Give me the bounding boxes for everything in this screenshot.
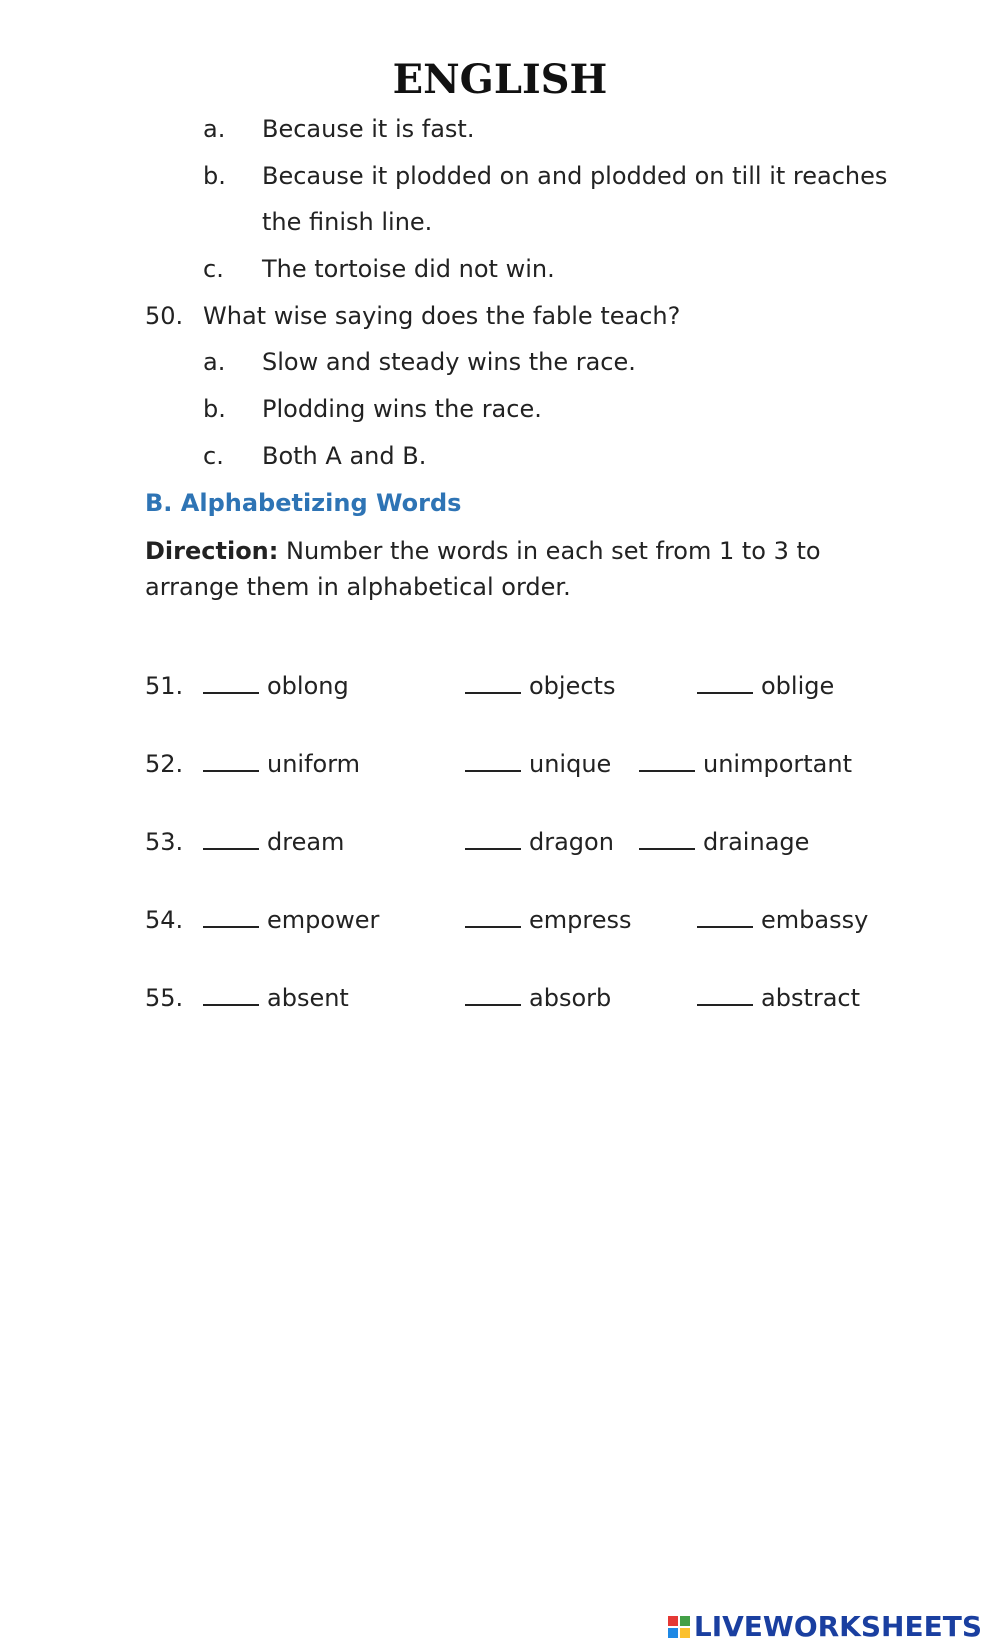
- page-title: ENGLISH: [392, 56, 608, 103]
- word: oblong: [267, 672, 349, 700]
- option-letter: c.: [203, 442, 224, 470]
- word: drainage: [703, 828, 810, 856]
- word: abstract: [761, 984, 861, 1012]
- direction-text-continued: arrange them in alphabetical order.: [145, 573, 571, 601]
- answer-blank[interactable]: [203, 828, 259, 850]
- word: objects: [529, 672, 616, 700]
- answer-blank[interactable]: [465, 750, 521, 772]
- option-letter: a.: [203, 348, 226, 376]
- section-heading: B. Alphabetizing Words: [145, 489, 462, 517]
- word: dream: [267, 828, 345, 856]
- word: absent: [267, 984, 349, 1012]
- word-entry: [465, 671, 615, 701]
- direction-label: Direction:: [145, 537, 279, 565]
- logo-mark-icon: [668, 1616, 690, 1638]
- word: dragon: [529, 828, 614, 856]
- option-text: Slow and steady wins the race.: [262, 348, 636, 376]
- word: absorb: [529, 984, 612, 1012]
- item-number: 51.: [145, 672, 184, 700]
- answer-blank[interactable]: [203, 672, 259, 694]
- word: oblige: [761, 672, 835, 700]
- option-text-continued: the finish line.: [262, 208, 433, 236]
- word-entry: [203, 671, 349, 701]
- option-text: Because it plodded on and plodded on till it reaches: [262, 162, 888, 190]
- option-letter: a.: [203, 115, 226, 143]
- word: empress: [529, 906, 632, 934]
- word: empower: [267, 906, 380, 934]
- word-entry: [203, 983, 349, 1013]
- answer-blank[interactable]: [697, 672, 753, 694]
- option-letter: c.: [203, 255, 224, 283]
- word-entry: [639, 749, 852, 779]
- word-entry: [203, 749, 360, 779]
- direction: [145, 536, 821, 566]
- option-text: Because it is fast.: [262, 115, 475, 143]
- word-entry: [465, 905, 632, 935]
- option-text: Plodding wins the race.: [262, 395, 542, 423]
- answer-blank[interactable]: [465, 906, 521, 928]
- word-entry: [697, 671, 834, 701]
- word-entry: [465, 749, 611, 779]
- question-text: What wise saying does the fable teach?: [203, 302, 681, 330]
- answer-blank[interactable]: [697, 984, 753, 1006]
- word-entry: [697, 905, 868, 935]
- word-entry: [465, 827, 614, 857]
- item-number: 52.: [145, 750, 184, 778]
- question-number: 50.: [145, 302, 184, 330]
- option-text: Both A and B.: [262, 442, 427, 470]
- answer-blank[interactable]: [203, 750, 259, 772]
- word-entry: [203, 905, 379, 935]
- item-number: 53.: [145, 828, 184, 856]
- option-letter: b.: [203, 162, 226, 190]
- direction-text: Number the words in each set from 1 to 3 to: [278, 537, 821, 565]
- word: embassy: [761, 906, 869, 934]
- answer-blank[interactable]: [465, 984, 521, 1006]
- word: unique: [529, 750, 612, 778]
- answer-blank[interactable]: [465, 828, 521, 850]
- word-entry: [465, 983, 611, 1013]
- answer-blank[interactable]: [203, 906, 259, 928]
- word: unimportant: [703, 750, 852, 778]
- item-number: 54.: [145, 906, 184, 934]
- answer-blank[interactable]: [639, 750, 695, 772]
- logo-text: LIVEWORKSHEETS: [693, 1610, 982, 1643]
- word-entry: [639, 827, 809, 857]
- option-text: The tortoise did not win.: [262, 255, 555, 283]
- answer-blank[interactable]: [697, 906, 753, 928]
- word-entry: [203, 827, 344, 857]
- word-entry: [697, 983, 860, 1013]
- answer-blank[interactable]: [639, 828, 695, 850]
- liveworksheets-logo: [668, 1610, 982, 1643]
- answer-blank[interactable]: [203, 984, 259, 1006]
- answer-blank[interactable]: [465, 672, 521, 694]
- option-letter: b.: [203, 395, 226, 423]
- item-number: 55.: [145, 984, 184, 1012]
- word: uniform: [267, 750, 361, 778]
